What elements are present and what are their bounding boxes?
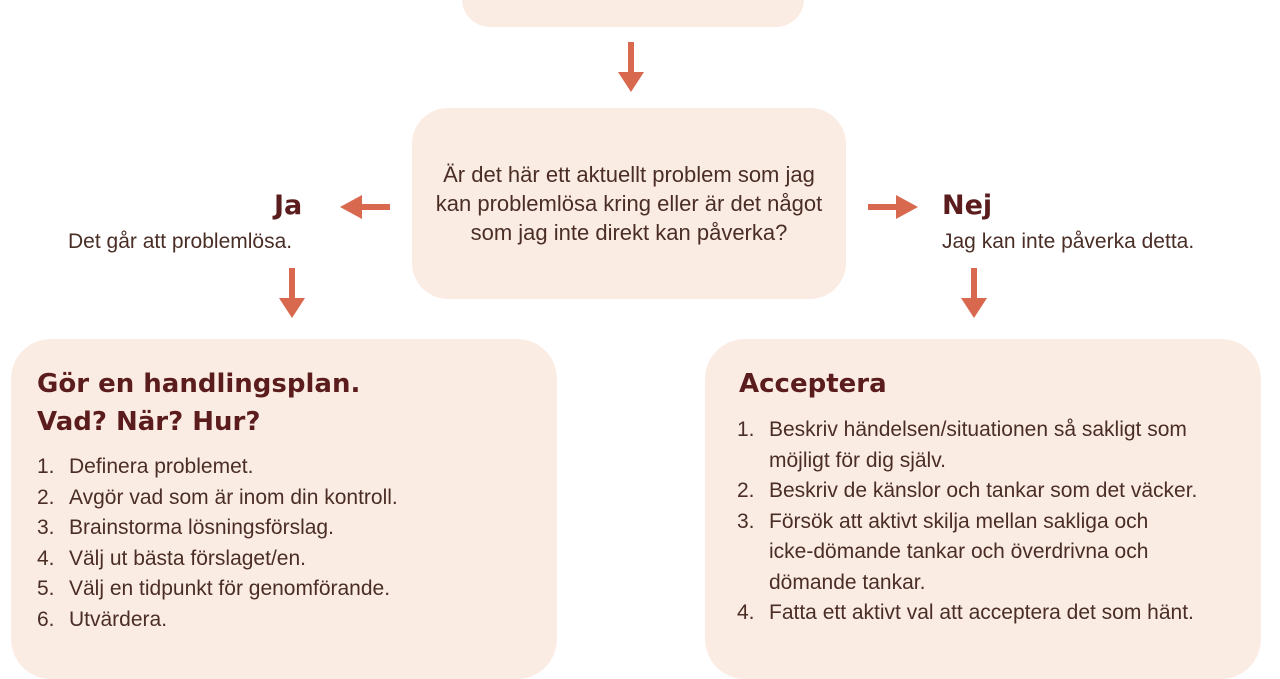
step-text: Utvärdera. xyxy=(69,607,168,631)
step-text: Brainstorma lösningsförslag. xyxy=(69,516,334,539)
accept-steps xyxy=(737,415,1247,629)
list-item xyxy=(37,513,537,544)
step-number: 3. xyxy=(737,509,755,533)
accept-box xyxy=(705,339,1261,679)
step-text: möjligt för dig själv. xyxy=(769,448,947,472)
action-plan-subtitle: Vad? När? Hur? xyxy=(37,407,261,437)
action-plan-steps xyxy=(37,452,537,635)
arrow-down-icon xyxy=(960,268,988,320)
arrow-right-icon xyxy=(868,195,918,219)
list-item xyxy=(737,415,1247,476)
question-text: Är det här ett aktuellt problem som jag kan problemlösa kring eller är det något som jag inte direkt kan påverka? xyxy=(435,162,823,245)
arrow-left-icon xyxy=(340,195,390,219)
step-number: 3. xyxy=(37,516,55,539)
step-number: 4. xyxy=(37,546,55,570)
list-item xyxy=(737,598,1247,629)
arrow-down-icon xyxy=(617,42,645,94)
step-number: 4. xyxy=(737,601,755,624)
step-number: 6. xyxy=(37,607,55,631)
no-heading: Nej xyxy=(942,190,993,221)
step-text: Definera problemet. xyxy=(69,455,254,478)
previous-step-box xyxy=(462,0,804,27)
step-number: 1. xyxy=(37,455,55,478)
step-text: Beskriv de känslor och tankar som det väcker. xyxy=(769,479,1198,502)
step-text: Fatta ett aktivt val att acceptera det som hänt. xyxy=(769,601,1194,624)
list-item xyxy=(737,507,1247,599)
step-text: Avgör vad som är inom din kontroll. xyxy=(69,485,398,509)
step-text: Välj en tidpunkt för genomförande. xyxy=(69,577,391,600)
step-text: Välj ut bästa förslaget/en. xyxy=(69,546,306,570)
step-number: 2. xyxy=(737,479,755,502)
step-text: icke-dömande tankar och överdrivna och xyxy=(769,540,1149,563)
list-item xyxy=(737,476,1247,507)
list-item xyxy=(37,574,537,605)
step-text: Försök att aktivt skilja mellan sakliga och xyxy=(769,509,1149,533)
yes-heading: Ja xyxy=(274,190,303,221)
list-item xyxy=(37,483,537,514)
list-item xyxy=(37,605,537,636)
no-description: Jag kan inte påverka detta. xyxy=(942,230,1195,253)
list-item xyxy=(37,452,537,483)
question-box xyxy=(412,108,846,299)
step-number: 5. xyxy=(37,577,55,600)
action-plan-box xyxy=(11,339,557,679)
step-text: dömande tankar. xyxy=(769,570,926,594)
action-plan-title: Gör en handlingsplan. xyxy=(37,369,361,399)
step-text: Beskriv händelsen/situationen så sakligt som xyxy=(769,418,1187,441)
arrow-down-icon xyxy=(278,268,306,320)
step-number: 2. xyxy=(37,485,55,509)
accept-title: Acceptera xyxy=(739,369,887,399)
step-number: 1. xyxy=(737,418,755,441)
yes-description: Det går att problemlösa. xyxy=(68,230,293,253)
list-item xyxy=(37,544,537,575)
